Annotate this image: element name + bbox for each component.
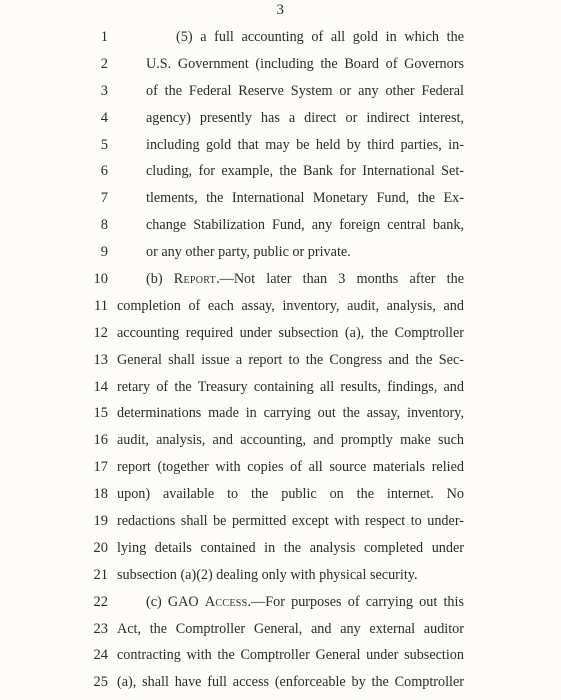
text-segment: lying details contained in the analysis completed under — [117, 539, 464, 556]
line-number: 23 — [93, 620, 108, 637]
bill-line — [0, 105, 561, 132]
line-text — [146, 212, 464, 239]
line-text — [117, 427, 464, 454]
line-text — [146, 239, 464, 266]
bill-line — [0, 293, 561, 320]
line-number: 1 — [100, 29, 108, 45]
line-number: 17 — [93, 459, 108, 476]
line-text — [117, 508, 464, 535]
text-segment: tlements, the International Monetary Fund, the Ex- — [146, 190, 464, 207]
line-number: 22 — [93, 593, 108, 610]
text-segment: (a), shall have full access (enforceable by the Comptroller — [117, 674, 464, 691]
bill-line — [0, 212, 561, 239]
text-segment: agency) presently has a direct or indirect interest, — [146, 109, 464, 126]
line-text — [146, 589, 464, 616]
line-number: 18 — [93, 486, 108, 503]
line-number: 24 — [93, 647, 108, 664]
text-segment: or any other party, public or private. — [146, 244, 351, 261]
bill-line — [0, 562, 561, 589]
bill-line — [0, 158, 561, 185]
text-segment: accounting required under subsection (a), the Comptroller — [117, 324, 464, 341]
line-text — [146, 132, 464, 159]
text-segment: General shall issue a report to the Congress and the Sec- — [117, 351, 464, 368]
bill-line — [0, 642, 561, 669]
bill-line — [0, 51, 561, 78]
bill-line — [0, 454, 561, 481]
text-segment: of the Federal Reserve System or any other Federal — [146, 82, 464, 99]
line-number: 5 — [100, 136, 108, 153]
text-segment: .—For purposes of carrying out this — [247, 593, 464, 610]
line-number: 19 — [93, 513, 108, 530]
section-heading: Access — [204, 593, 248, 610]
bill-line — [0, 535, 561, 562]
line-text — [146, 266, 464, 293]
page-number: 3 — [276, 2, 285, 18]
line-number: 14 — [93, 378, 108, 395]
line-text — [117, 642, 464, 669]
bill-line — [0, 185, 561, 212]
bill-line — [0, 669, 561, 696]
text-segment: contracting with the Comptroller General under subsection — [117, 647, 464, 664]
text-segment: upon) available to the public on the internet. No — [117, 486, 464, 503]
line-text — [117, 347, 464, 374]
text-segment: report (together with copies of all source materials relied — [117, 459, 464, 476]
bill-line — [0, 320, 561, 347]
bill-line — [0, 589, 561, 616]
bill-line — [0, 400, 561, 427]
line-number: 8 — [100, 217, 108, 234]
line-number: 12 — [93, 324, 108, 341]
line-text — [117, 562, 464, 589]
line-number: 10 — [93, 271, 108, 288]
bill-line — [0, 132, 561, 159]
text-segment: (b) — [146, 271, 174, 288]
bill-line — [0, 481, 561, 508]
text-segment: determinations made in carrying out the assay, inventory, — [117, 405, 464, 422]
bill-line — [0, 508, 561, 535]
text-segment: U.S. Government (including the Board of Governors — [146, 55, 464, 72]
text-segment: audit, analysis, and accounting, and promptly make such — [117, 432, 464, 449]
line-number: 21 — [93, 566, 108, 583]
line-number: 11 — [94, 297, 108, 314]
section-heading: Report — [173, 271, 217, 288]
bill-text-body — [0, 24, 561, 696]
line-number: 2 — [100, 55, 108, 72]
bill-line — [0, 239, 561, 266]
line-number: 7 — [100, 190, 108, 207]
text-segment: retary of the Treasury containing all results, findings, and — [117, 378, 464, 395]
line-number: 3 — [100, 82, 108, 99]
text-segment: (c) GAO — [146, 593, 205, 610]
line-text — [176, 24, 464, 51]
line-number: 9 — [100, 244, 108, 261]
line-number: 20 — [93, 539, 108, 556]
line-text — [117, 374, 464, 401]
text-segment: change Stabilization Fund, any foreign central bank, — [146, 217, 464, 234]
line-number: 25 — [93, 674, 108, 691]
line-number: 16 — [93, 432, 108, 449]
line-number: 15 — [93, 405, 108, 422]
line-text — [146, 51, 464, 78]
bill-line — [0, 266, 561, 293]
line-number: 6 — [100, 163, 108, 180]
line-text — [146, 78, 464, 105]
line-text — [117, 535, 464, 562]
text-segment: .—Not later than 3 months after the — [216, 271, 464, 288]
line-number: 4 — [100, 109, 108, 126]
line-text — [146, 185, 464, 212]
text-segment: (5) a full accounting of all gold in which the — [176, 29, 464, 45]
bill-line — [0, 24, 561, 51]
text-segment: subsection (a)(2) dealing only with physical security. — [117, 566, 418, 583]
text-segment: including gold that may be held by third parties, in- — [146, 136, 464, 153]
text-segment: completion of each assay, inventory, audit, analysis, and — [117, 297, 464, 314]
line-text — [117, 400, 464, 427]
text-segment: cluding, for example, the Bank for International Set- — [146, 163, 464, 180]
bill-line — [0, 616, 561, 643]
line-text — [117, 320, 464, 347]
line-text — [117, 454, 464, 481]
line-text — [117, 616, 464, 643]
line-text — [146, 105, 464, 132]
line-text — [146, 158, 464, 185]
text-segment: Act, the Comptroller General, and any external auditor — [117, 620, 464, 637]
bill-line — [0, 427, 561, 454]
line-text — [117, 669, 464, 696]
text-segment: redactions shall be permitted except with respect to under- — [117, 513, 464, 530]
bill-line — [0, 374, 561, 401]
line-text — [117, 293, 464, 320]
line-number: 13 — [93, 351, 108, 368]
bill-line — [0, 78, 561, 105]
line-text — [117, 481, 464, 508]
bill-line — [0, 347, 561, 374]
